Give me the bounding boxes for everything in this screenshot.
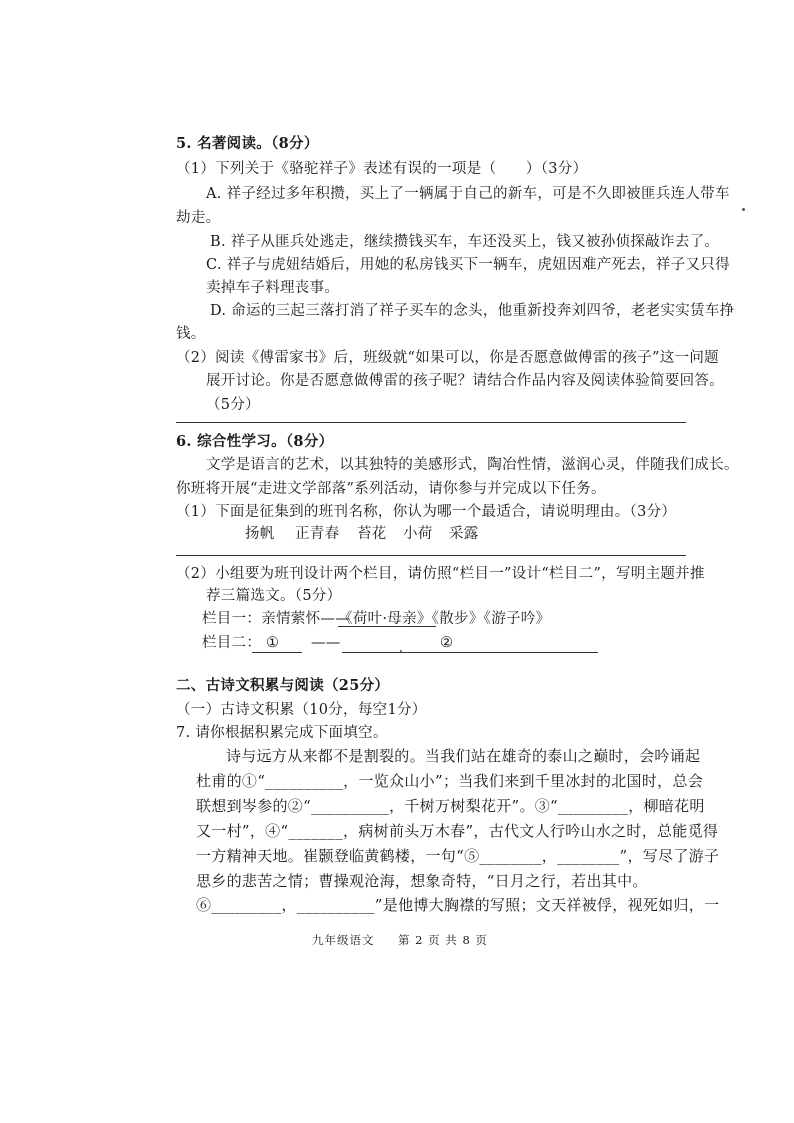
q5-answer-line[interactable]	[176, 422, 686, 423]
q6-sub1: （1）下面是征集到的班刊名称，你认为哪一个最适合，请说明理由。（3分）	[176, 504, 677, 520]
q6-intro-line2: 你班将开展“走进文学部落”系列活动，请你参与并完成以下任务。	[176, 481, 606, 497]
q6-answer-line[interactable]	[176, 555, 686, 556]
q5-option-d-line2: 钱。	[176, 326, 206, 342]
q6-column1-underline	[338, 626, 436, 627]
q6-name-option: 扬帆	[245, 526, 275, 542]
q6-sub2-line2: 荐三篇选文。（5分）	[206, 588, 342, 604]
q7-passage-line6: 思乡的悲苦之情；曹操观沧海，想象奇特，“日月之行，若出其中。	[196, 872, 648, 890]
footer-page-number: 第 2 页 共 8 页	[398, 933, 488, 947]
q5-sub2-line3: （5分）	[206, 397, 260, 413]
q5-title: 5. 名著阅读。（8分）	[176, 135, 319, 152]
section2-title: 二、古诗文积累与阅读（25分）	[176, 677, 390, 694]
q6-name-option: 小荷	[403, 526, 433, 542]
q6-column1-label: 栏目一：亲情萦怀——	[202, 611, 350, 627]
footer-subject: 九年级语文	[312, 933, 375, 947]
q6-name-option: 苔花	[357, 526, 387, 542]
scan-speck	[400, 650, 402, 652]
q5-option-b: B. 祥子从匪兵处逃走，继续攒钱买车，车还没买上，钱又被孙侦探敲诈去了。	[210, 234, 720, 250]
q7-passage-line1: 诗与远方从来都不是割裂的。当我们站在雄奇的泰山之巅时，会吟诵起	[226, 747, 701, 765]
q6-name-option: 正青春	[295, 526, 340, 542]
q5-sub1: （1）下列关于《骆驼祥子》表述有误的一项是（ ）（3分）	[176, 161, 588, 177]
section2-part1: （一）古诗文积累（10分，每空1分）	[176, 702, 427, 718]
q6-sub2-line1: （2）小组要为班刊设计两个栏目，请仿照“栏目一”设计“栏目二”，写明主题并推	[176, 566, 705, 582]
q5-option-c-line2: 卖掉车子料理丧事。	[206, 280, 340, 296]
q5-option-a-line1: A. 祥子经过多年积攒，买上了一辆属于自己的新车，可是不久即被匪兵连人带车	[206, 186, 730, 202]
q7-title: 7. 请你根据积累完成下面填空。	[176, 725, 388, 741]
q6-column2-dash: ——	[311, 635, 341, 651]
q6-column2-blank2-marker: ②	[440, 635, 454, 651]
q5-sub2-line1: （2）阅读《傅雷家书》后，班级就“如果可以，你是否愿意做傅雷的孩子”这一问题	[176, 350, 719, 366]
q5-sub2-line2: 展开讨论。你是否愿意做傅雷的孩子呢？请结合作品内容及阅读体验简要回答。	[206, 373, 724, 389]
q7-passage-line5: 一方精神天地。崔颢登临黄鹤楼，一句“⑤________，________”，写尽了游子	[196, 847, 720, 865]
q7-passage-line3: 联想到岑参的②“__________，千树万树梨花开”。③“_________，柳暗花明	[196, 797, 705, 815]
q5-option-d-line1: D. 命运的三起三落打消了祥子买车的念头，他重新投奔刘四爷，老老实实赁车挣	[210, 303, 735, 319]
q6-column2-label: 栏目二：	[202, 635, 262, 651]
q6-column2-blank2[interactable]	[342, 652, 598, 653]
scan-speck	[742, 208, 745, 211]
q7-passage-line7: ⑥_________，__________”是他博大胸襟的写照；文天祥被俘，视死如归，一	[196, 896, 720, 914]
q5-option-c-line1: C. 祥子与虎妞结婚后，用她的私房钱买下一辆车，虎妞因难产死去，祥子又只得	[206, 257, 730, 273]
q6-title: 6. 综合性学习。（8分）	[176, 433, 334, 450]
q7-passage-line2: 杜甫的①“__________，一览众山小”；当我们来到千里冰封的北国时，总会	[196, 772, 704, 790]
q6-column2-blank1-marker: ①	[266, 635, 280, 651]
q6-name-option: 采露	[449, 526, 479, 542]
q5-option-a-line2: 劫走。	[176, 210, 221, 226]
q6-intro-line1: 文学是语言的艺术，以其独特的美感形式，陶冶性情，滋润心灵，伴随我们成长。	[206, 457, 739, 473]
q7-passage-line4: 又一村”，④“_______，病树前头万木春”，古代文人行吟山水之时，总能觅得	[196, 822, 719, 840]
q6-column1-works: 《荷叶·母亲》《散步》《游子吟》	[338, 611, 551, 627]
